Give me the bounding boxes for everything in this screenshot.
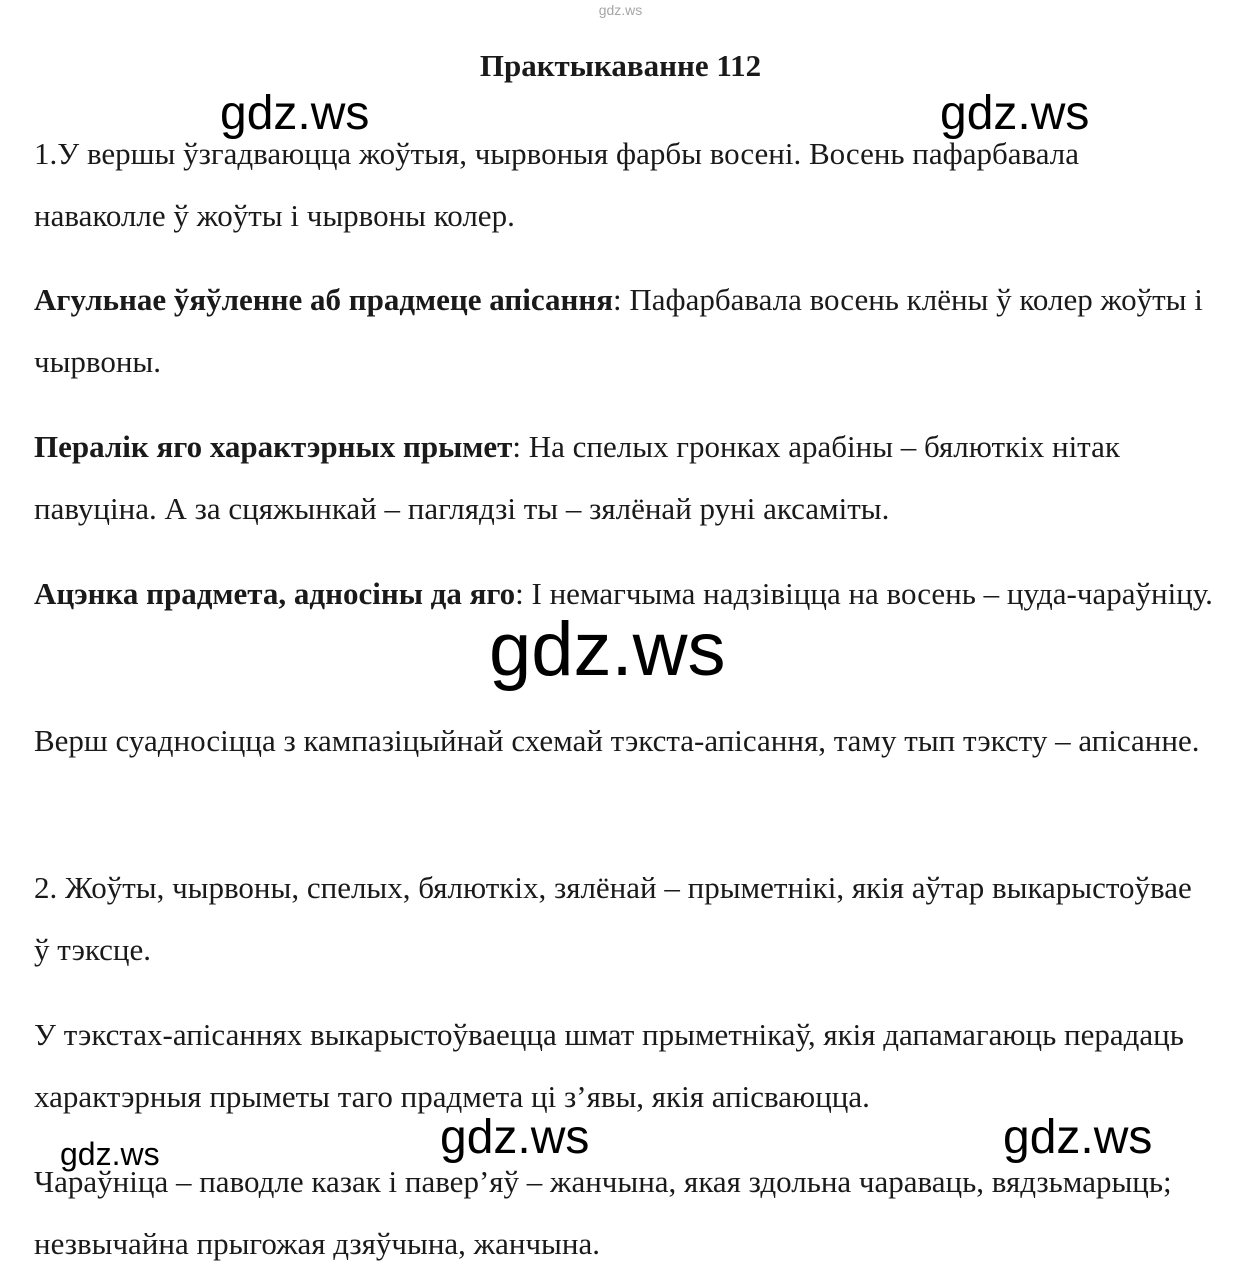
paragraph-3-lead: Пералік яго характэрных прымет	[34, 429, 513, 464]
paragraph-7-text: У тэкстах-апісаннях выкарыстоўваецца шмат прыметнікаў, якія дапамагаюць перадаць характэрныя прыметы таго прадмета ці з’явы, якія апісваюцца.	[34, 1017, 1184, 1114]
paragraph-4-text: : І немагчыма надзівіцца на восень – цуда-чараўніцу.	[515, 576, 1213, 611]
paragraph-1-text: 1.У вершы ўзгадваюцца жоўтыя, чырвоныя фарбы восені. Восень пафарбавала наваколле ў жоўты і чырвоны колер.	[34, 136, 1080, 233]
paragraph-7	[34, 1004, 1214, 1128]
paragraph-2-text: : Пафарбавала восень клёны ў колер жоўты і чырвоны.	[34, 282, 1203, 379]
paragraph-6-text: 2. Жоўты, чырвоны, спелых, бялюткіх, зялёнай – прыметнікі, якія аўтар выкарыстоўвае ў тэксце.	[34, 870, 1192, 967]
paragraph-3	[34, 416, 1214, 540]
watermark-top-right: gdz.ws	[940, 87, 1090, 140]
watermark-bottom-center: gdz.ws	[440, 1111, 590, 1164]
page-title: Практыкаванне 112	[479, 48, 762, 83]
paragraph-2-lead: Агульнае ўяўленне аб прадмеце апісання	[34, 282, 613, 317]
watermark-center: gdz.ws	[489, 607, 726, 692]
paragraph-8-text: Чараўніца – паводле казак і павер’яў – жанчына, якая здольна чараваць, вядзьмарыць; незвычайна прыгожая дзяўчына, жанчына.	[34, 1164, 1172, 1261]
paragraph-2	[34, 269, 1214, 393]
paragraph-1	[34, 123, 1214, 247]
watermark-bottom-right: gdz.ws	[1003, 1111, 1153, 1164]
paragraph-3-text: : На спелых гронках арабіны – бялюткіх нітак павуціна. А за сцяжынкай – паглядзі ты – зялёнай руні аксаміты.	[34, 429, 1120, 526]
top-watermark: gdz.ws	[598, 2, 643, 18]
paragraph-5-text: Верш суадносіцца з кампазіцыйнай схемай тэкста-апісання, таму тып тэксту – апісанне.	[34, 723, 1200, 758]
paragraph-8	[34, 1151, 1214, 1275]
watermark-top-left: gdz.ws	[220, 87, 370, 140]
watermark-bottom-left: gdz.ws	[60, 1136, 160, 1172]
paragraph-6	[34, 857, 1214, 981]
paragraph-5	[34, 710, 1214, 772]
paragraph-4-lead: Ацэнка прадмета, адносіны да яго	[34, 576, 516, 611]
